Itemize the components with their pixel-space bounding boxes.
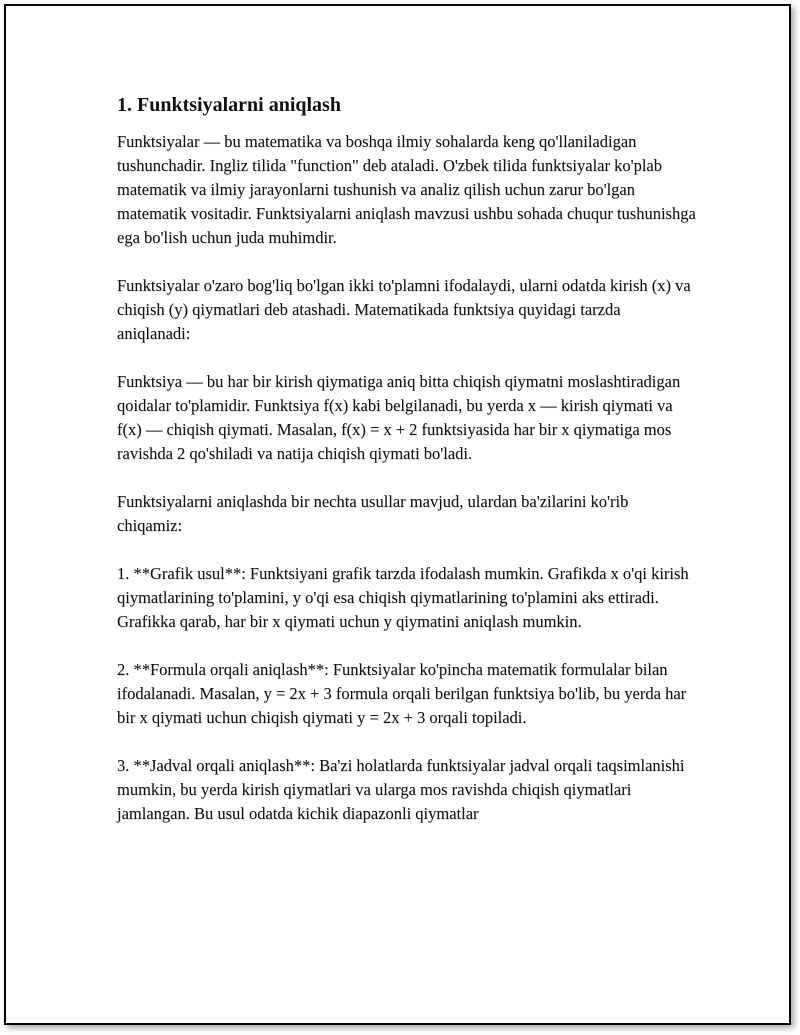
paragraph-method-formula: 2. **Formula orqali aniqlash**: Funktsiyalar ko'pincha matematik formulalar bilan ifodalanadi. Masalan, y = 2x + 3 formula orqali berilgan funktsiya bo'lib, bu yerda har bir x qiymati uchun chiqish qiymati y = 2x + 3 orqali topiladi.	[117, 660, 687, 727]
paragraph-sets: Funktsiyalar o'zaro bog'liq bo'lgan ikki to'plamni ifodalaydi, ularni odatda kirish (x) va chiqish (y) qiymatlari deb atashadi. Matematikada funktsiya quyidagi tarzda aniqlanadi:	[117, 276, 691, 343]
document-content	[117, 92, 697, 826]
paragraph-definition: Funktsiya — bu har bir kirish qiymatiga aniq bitta chiqish qiymatni moslashtiradigan qoidalar to'plamidir. Funktsiya f(x) kabi belgilanadi, bu yerda x — kirish qiymati va f(x) — chiqish qiymati. Masalan, f(x) = x + 2 funktsiyasida har bir x qiymatiga mos ravishda 2 qo'shiladi va natija chiqish qiymati bo'ladi.	[117, 372, 681, 463]
paragraph-method-graphic: 1. **Grafik usul**: Funktsiyani grafik tarzda ifodalash mumkin. Grafikda x o'qi kirish qiymatlarining to'plamini, y o'qi esa chiqish qiymatlarining to'plamini aks ettiradi. Grafikka qarab, har bir x qiymati uchun y qiymatini aniqlash mumkin.	[117, 564, 689, 631]
paragraph-method-table: 3. **Jadval orqali aniqlash**: Ba'zi holatlarda funktsiyalar jadval orqali taqsimlanishi mumkin, bu yerda kirish qiymatlari va ularga mos ravishda chiqish qiymatlari jamlangan. Bu usul odatda kichik diapazonli qiymatlar	[117, 756, 685, 823]
paragraph-methods-intro: Funktsiyalarni aniqlashda bir nechta usullar mavjud, ulardan ba'zilarini ko'rib chiqamiz:	[117, 492, 629, 535]
section-heading: 1. Funktsiyalarni aniqlash	[117, 94, 341, 116]
paragraph-intro: Funktsiyalar — bu matematika va boshqa ilmiy sohalarda keng qo'llaniladigan tushunchadir. Ingliz tilida "function" deb ataladi. O'zbek tilida funktsiyalar ko'plab matematik va ilmiy jarayonlarni tushunish va analiz qilish uchun zarur bo'lgan matematik vositadir. Funktsiyalarni aniqlash mavzusi ushbu sohada chuqur tushunishga ega bo'lish uchun juda muhimdir.	[117, 132, 696, 247]
